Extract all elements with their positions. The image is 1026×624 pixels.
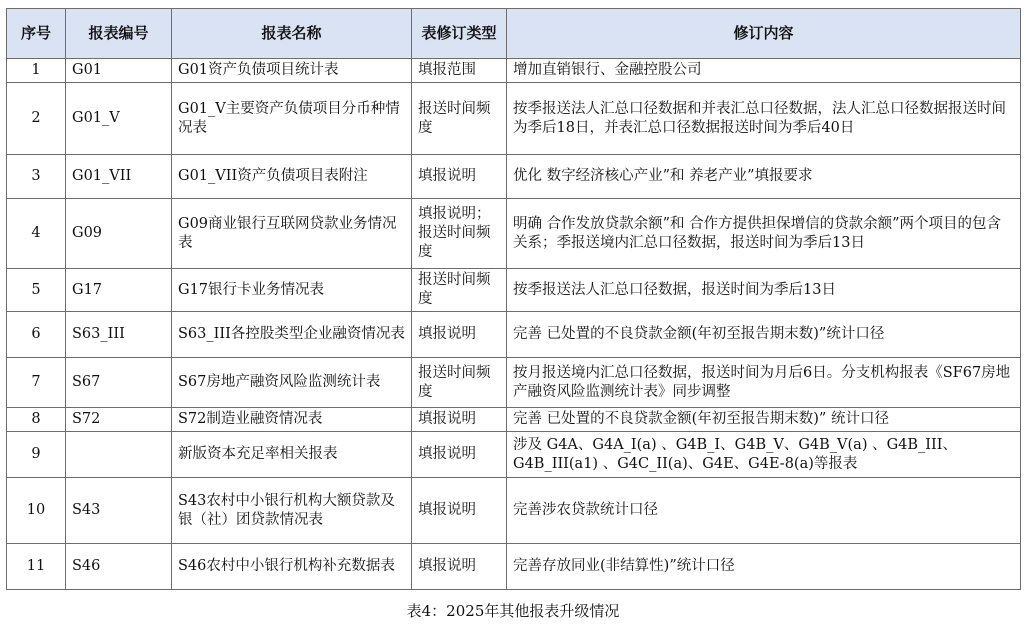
table-header-row — [7, 9, 1021, 59]
table-row — [7, 59, 1021, 83]
row-content: 按季报送法人汇总口径数据，报送时间为季后13日 — [507, 269, 1021, 312]
row-name: G01资产负债项目统计表 — [172, 59, 412, 83]
row-code: G01_VII — [66, 155, 172, 199]
table-row — [7, 432, 1021, 478]
row-type: 填报说明；报送时间频度 — [412, 199, 507, 269]
table-row — [7, 358, 1021, 408]
row-name: G09商业银行互联网贷款业务情况表 — [172, 199, 412, 269]
row-type: 填报范围 — [412, 59, 507, 83]
header-no: 序号 — [7, 9, 66, 59]
header-content: 修订内容 — [507, 9, 1021, 59]
row-no: 3 — [7, 155, 66, 199]
table-row — [7, 544, 1021, 590]
header-type: 表修订类型 — [412, 9, 507, 59]
row-type: 填报说明 — [412, 432, 507, 478]
row-content: 增加直销银行、金融控股公司 — [507, 59, 1021, 83]
row-code: G01 — [66, 59, 172, 83]
row-type: 填报说明 — [412, 544, 507, 590]
row-content: 按月报送境内汇总口径数据，报送时间为月后6日。分支机构报表《SF67房地产融资风险监测统计表》同步调整 — [507, 358, 1021, 408]
row-type: 填报说明 — [412, 478, 507, 544]
table-row — [7, 83, 1021, 155]
row-name: G01_V主要资产负债项目分币种情况表 — [172, 83, 412, 155]
row-name: S72制造业融资情况表 — [172, 408, 412, 432]
table-row — [7, 155, 1021, 199]
row-code: S72 — [66, 408, 172, 432]
header-code: 报表编号 — [66, 9, 172, 59]
row-type: 填报说明 — [412, 312, 507, 358]
row-type: 填报说明 — [412, 155, 507, 199]
table-caption: 表4：2025年其他报表升级情况 — [406, 602, 620, 620]
row-no: 9 — [7, 432, 66, 478]
row-content: 按季报送法人汇总口径数据和并表汇总口径数据，法人汇总口径数据报送时间为季后18日，并表汇总口径数据报送时间为季后40日 — [507, 83, 1021, 155]
row-code: G01_V — [66, 83, 172, 155]
row-content: 完善存放同业(非结算性)”统计口径 — [507, 544, 1021, 590]
row-no: 10 — [7, 478, 66, 544]
row-name: G17银行卡业务情况表 — [172, 269, 412, 312]
row-no: 5 — [7, 269, 66, 312]
row-no: 4 — [7, 199, 66, 269]
row-content: 完善 已处置的不良贷款金额(年初至报告期末数)”统计口径 — [507, 312, 1021, 358]
row-content: 完善 已处置的不良贷款金额(年初至报告期末数)” 统计口径 — [507, 408, 1021, 432]
row-content: 涉及 G4A、G4A_I(a) 、G4B_I、G4B_V、G4B_V(a) 、G4B_III、G4B_III(a1) 、G4C_II(a)、G4E、G4E-8(a)等报表 — [507, 432, 1021, 478]
row-code: S63_III — [66, 312, 172, 358]
row-no: 8 — [7, 408, 66, 432]
row-type: 报送时间频度 — [412, 269, 507, 312]
row-name: S63_III各控股类型企业融资情况表 — [172, 312, 412, 358]
row-type: 报送时间频度 — [412, 358, 507, 408]
row-content: 明确 合作发放贷款余额”和 合作方提供担保增信的贷款余额”两个项目的包含关系；季报送境内汇总口径数据，报送时间为季后13日 — [507, 199, 1021, 269]
row-name: 新版资本充足率相关报表 — [172, 432, 412, 478]
header-name: 报表名称 — [172, 9, 412, 59]
row-name: S67房地产融资风险监测统计表 — [172, 358, 412, 408]
table-row — [7, 269, 1021, 312]
row-code: S43 — [66, 478, 172, 544]
row-no: 2 — [7, 83, 66, 155]
revision-table — [6, 8, 1021, 590]
row-code: G17 — [66, 269, 172, 312]
row-content: 完善涉农贷款统计口径 — [507, 478, 1021, 544]
row-code: G09 — [66, 199, 172, 269]
table-row — [7, 312, 1021, 358]
row-type: 填报说明 — [412, 408, 507, 432]
row-no: 7 — [7, 358, 66, 408]
table-row — [7, 408, 1021, 432]
row-no: 6 — [7, 312, 66, 358]
row-name: S46农村中小银行机构补充数据表 — [172, 544, 412, 590]
row-code: S67 — [66, 358, 172, 408]
row-code — [66, 432, 172, 478]
row-no: 1 — [7, 59, 66, 83]
row-name: S43农村中小银行机构大额贷款及银（社）团贷款情况表 — [172, 478, 412, 544]
table-row — [7, 199, 1021, 269]
table-row — [7, 478, 1021, 544]
row-name: G01_VII资产负债项目表附注 — [172, 155, 412, 199]
row-code: S46 — [66, 544, 172, 590]
row-content: 优化 数字经济核心产业”和 养老产业”填报要求 — [507, 155, 1021, 199]
row-no: 11 — [7, 544, 66, 590]
row-type: 报送时间频度 — [412, 83, 507, 155]
